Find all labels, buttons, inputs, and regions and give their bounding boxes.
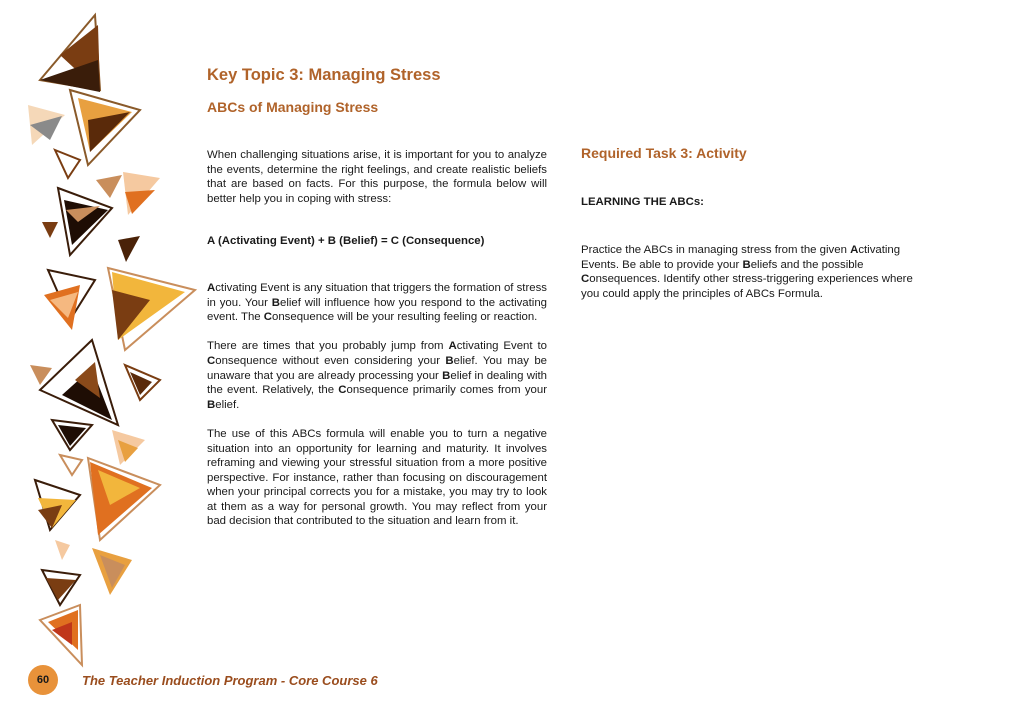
page-title: Key Topic 3: Managing Stress <box>207 66 441 84</box>
left-column <box>207 148 547 544</box>
right-column <box>581 146 931 302</box>
letter-b: B <box>445 354 454 367</box>
letter-b: B <box>271 296 280 309</box>
letter-b: B <box>207 398 216 411</box>
task-heading: Required Task 3: Activity <box>581 145 747 161</box>
task-instructions: Practice the ABCs in managing stress from the given Activating Events. Be able to provide your Beliefs and the possible Consequences. Identify other stress-triggering experiences where you could apply the principles of ABCs Formula. <box>581 244 913 300</box>
letter-c: C <box>263 311 273 324</box>
footer-title: The Teacher Induction Program - Core Course 6 <box>82 673 378 688</box>
section-subtitle: ABCs of Managing Stress <box>207 99 379 115</box>
letter-a: A <box>850 244 859 257</box>
letter-a: A <box>448 340 457 353</box>
page-number-badge: 60 <box>28 665 58 695</box>
jump-paragraph: There are times that you probably jump from Activating Event to Consequence without even considering your Belief. You may be unaware that you are already processing your Belief in dealing with the event. Relatively, the Consequence primarily comes from your Belief. <box>207 340 547 411</box>
definition-paragraph: Activating Event is any situation that triggers the formation of stress in you. Your Belief will influence how you respond to the activating event. The Consequence will be your resulting feeling or reaction. <box>207 281 547 324</box>
intro-paragraph: When challenging situations arise, it is important for you to analyze the events, determine the right feelings, and create realistic beliefs that are based on facts. For this purpose, the formula below will better help you in coping with stress: <box>207 149 547 205</box>
decorative-triangles <box>0 0 200 700</box>
letter-c: C <box>338 384 347 397</box>
letter-b: B <box>442 369 451 382</box>
task-subheading: LEARNING THE ABCs: <box>581 195 704 208</box>
abc-formula: A (Activating Event) + B (Belief) = C (Consequence) <box>207 235 485 248</box>
letter-c: C <box>581 273 590 286</box>
letter-c: C <box>207 354 216 367</box>
formula-use-paragraph: The use of this ABCs formula will enable you to turn a negative situation into an opportunity for learning and maturity. It involves reframing and viewing your stressful situation from a more positive perspective. For instance, rather than focusing on discouragement when your principal corrects you for a mistake, you may try to look at them as a way for personal growth. You may reflect from your bad decision that contributed to the situation and learn from it. <box>207 427 547 528</box>
letter-b: B <box>742 258 751 271</box>
letter-a: A <box>207 281 216 294</box>
